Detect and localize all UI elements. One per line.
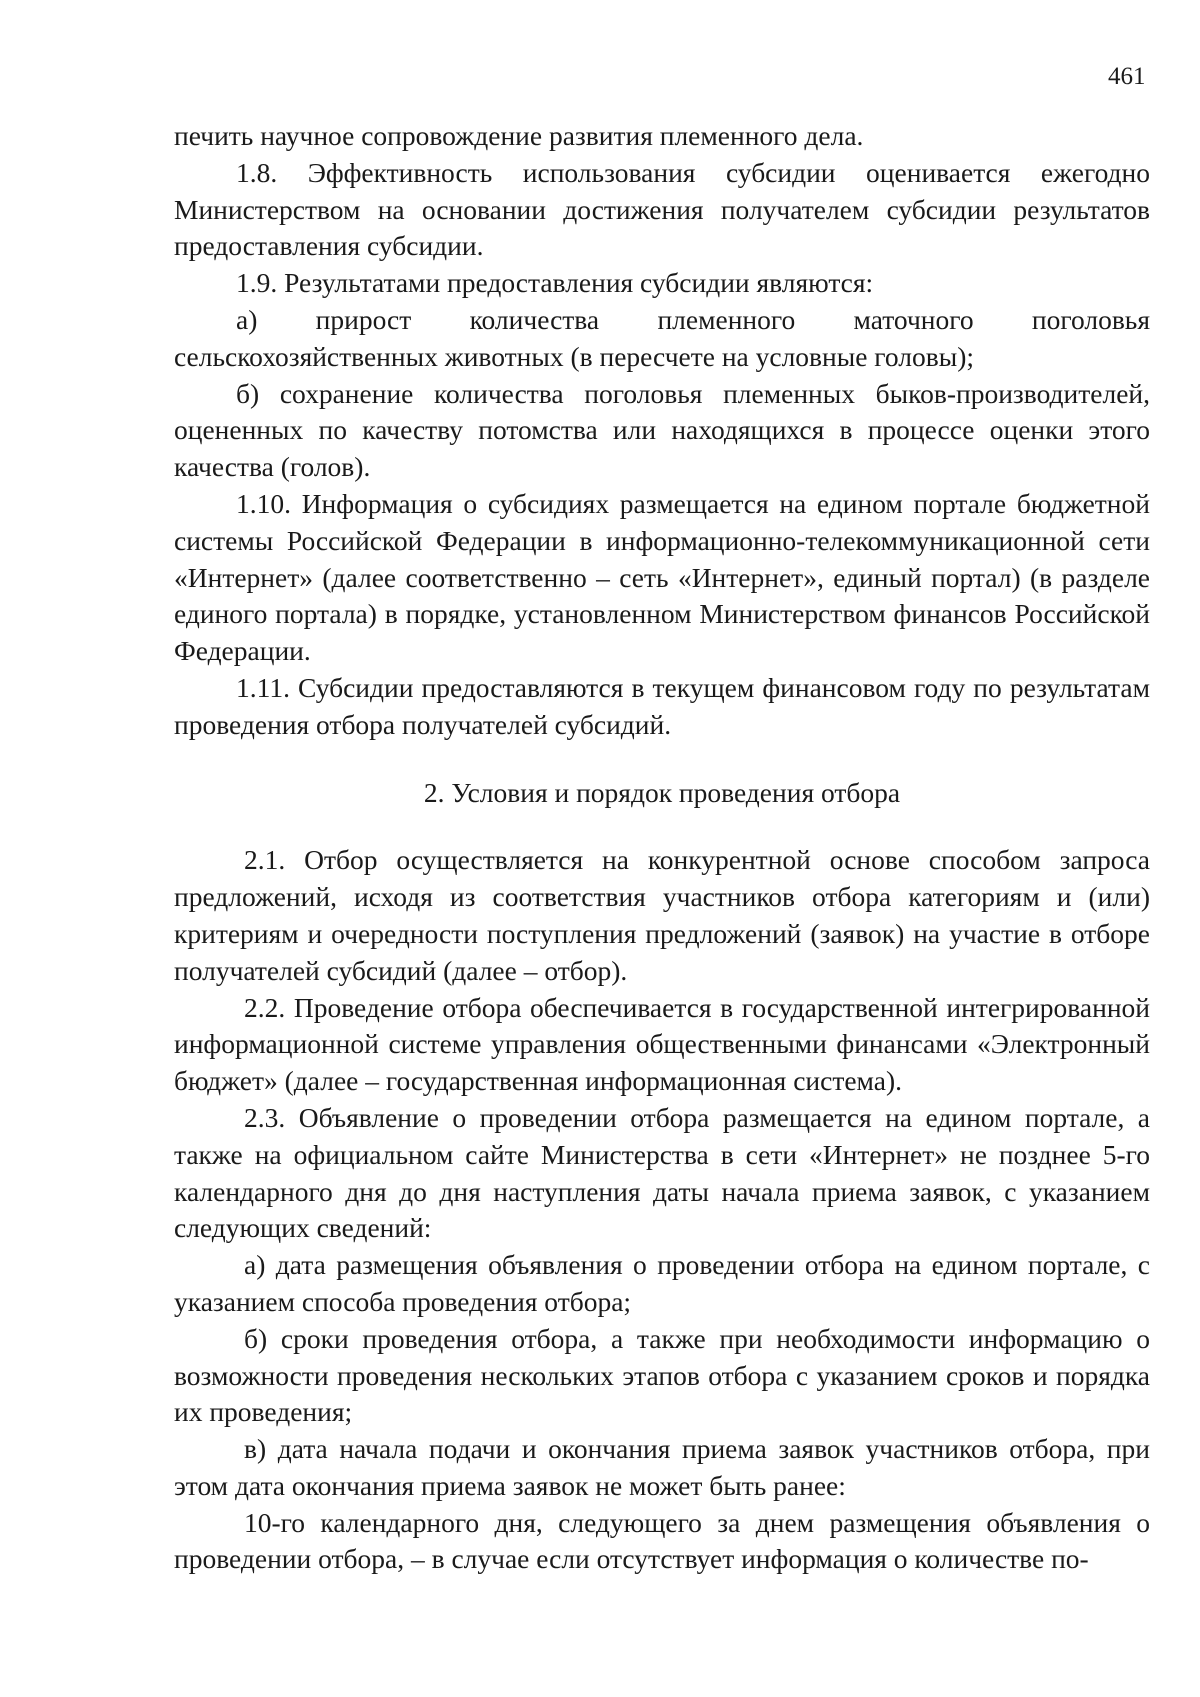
paragraph-2-2: 2.2. Проведение отбора обеспечивается в государственной интегрированной информационной системе управления общественными финансами «Электронный бюджет» (далее – государственная информационная система).	[174, 991, 1150, 1097]
paragraph-deadline: 10-го календарного дня, следующего за днем размещения объявления о проведении отбора, – в случае если отсутствует информация о количестве по-	[174, 1506, 1150, 1575]
paragraph-1-8: 1.8. Эффективность использования субсидии оценивается ежегодно Министерством на основании достижения получателем субсидии результатов предоставления субсидии.	[174, 156, 1150, 262]
list-item-b: б) сохранение количества поголовья племенных быков-производителей, оцененных по качеству потомства или находящихся в процессе оценки этого качества (голов).	[174, 377, 1150, 483]
paragraph-1-10: 1.10. Информация о субсидиях размещается на едином портале бюджетной системы Российской Федерации в информационно-телекоммуникационной сети «Интернет» (далее соответственно – сеть «Интернет», единый портал) (в разделе единого портала) в порядке, установленном Министерством финансов Российской Федерации.	[174, 487, 1150, 667]
section-heading: 2. Условия и порядок проведения отбора	[423, 776, 901, 808]
list-item-a: а) прирост количества племенного маточного поголовья сельскохозяйственных животных (в пересчете на условные головы);	[174, 303, 1150, 372]
list-item-b: б) сроки проведения отбора, а также при необходимости информацию о возможности проведения нескольких этапов отбора с указанием сроков и порядка их проведения;	[174, 1322, 1150, 1428]
page-number: 461	[1108, 63, 1146, 90]
paragraph-2-3: 2.3. Объявление о проведении отбора размещается на едином портале, а также на официальном сайте Министерства в сети «Интернет» не позднее 5-го календарного дня до дня наступления даты начала приема заявок, с указанием следующих сведений:	[174, 1101, 1150, 1244]
list-item-a: а) дата размещения объявления о проведении отбора на едином портале, с указанием способа проведения отбора;	[174, 1249, 1150, 1317]
list-item-v: в) дата начала подачи и окончания приема заявок участников отбора, при этом дата окончания приема заявок не может быть ранее:	[174, 1433, 1150, 1501]
paragraph-1-9: 1.9. Результатами предоставления субсидии являются:	[236, 267, 874, 299]
paragraph-continuation: печить научное сопровождение развития племенного дела.	[174, 120, 864, 151]
paragraph-2-1: 2.1. Отбор осуществляется на конкурентной основе способом запроса предложений, исходя из соответствия участников отбора категориям и (или) критериям и очередности поступления предложений (заявок) на участие в отборе получателей субсидий (далее – отбор).	[174, 844, 1150, 986]
document-body	[174, 118, 1150, 1578]
paragraph-1-11: 1.11. Субсидии предоставляются в текущем финансовом году по результатам проведения отбора получателей субсидий.	[174, 671, 1150, 740]
